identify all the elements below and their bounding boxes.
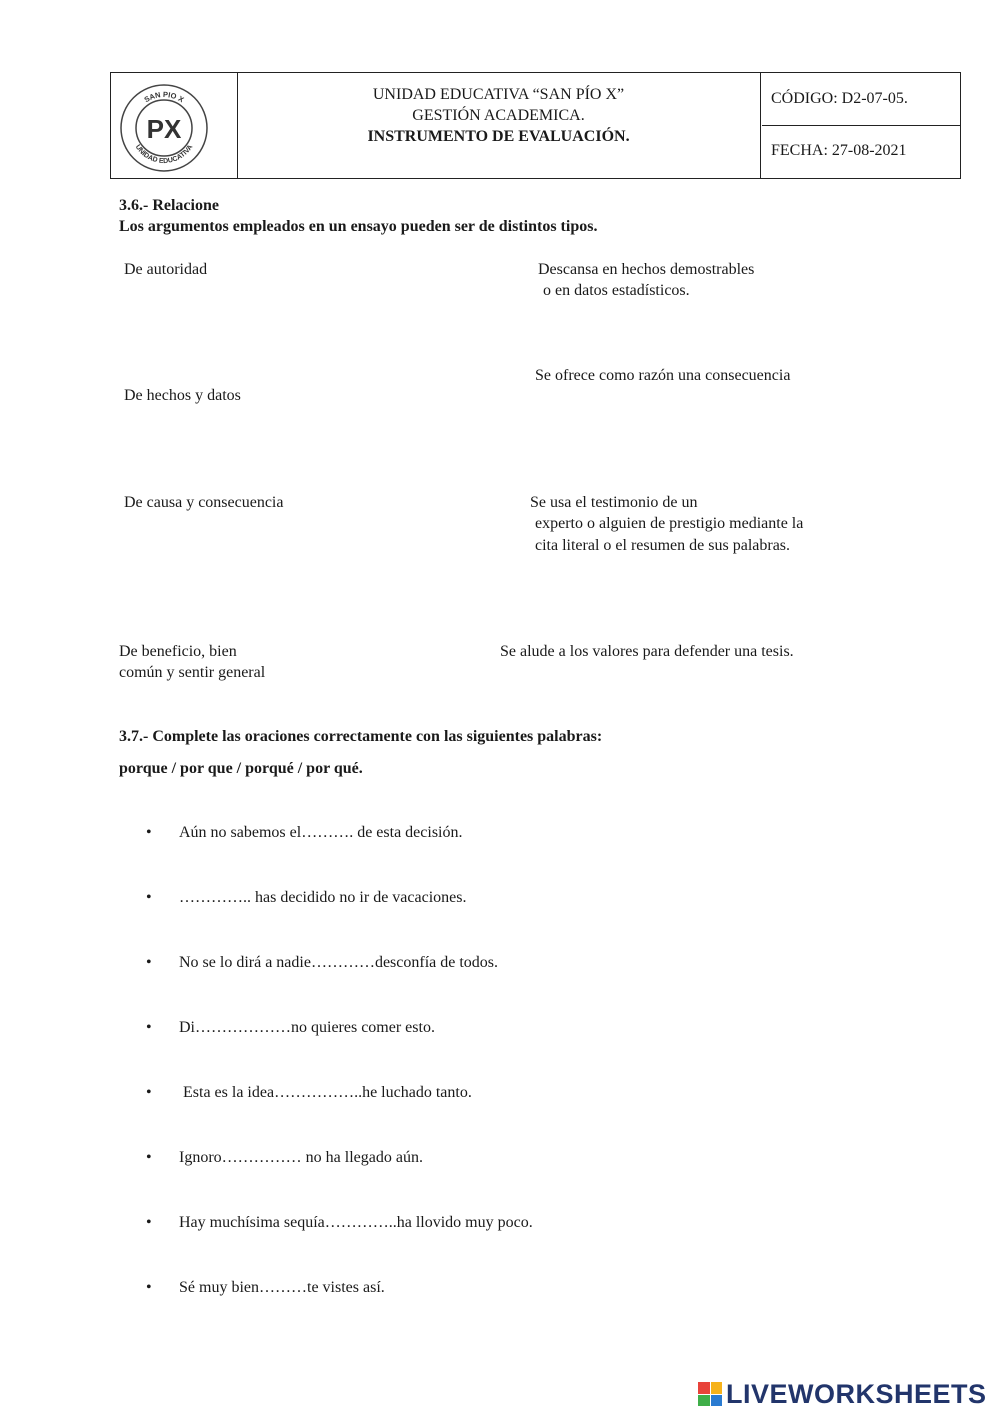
document-code: CÓDIGO: D2-07-05. [762, 73, 960, 126]
sentence-item[interactable]: Di………………no quieres comer esto. [179, 1019, 435, 1036]
department-name: GESTIÓN ACADEMICA. [412, 107, 585, 124]
bullet-glyph: • [146, 1019, 152, 1036]
bullet-glyph: • [146, 889, 152, 906]
document-date: FECHA: 27-08-2021 [771, 142, 907, 159]
section-37-heading: 3.7.- Complete las oraciones correctamente con las siguientes palabras: [119, 728, 603, 745]
right-item-facts-line1[interactable]: Descansa en hechos demostrables [538, 261, 755, 278]
left-item-facts-data[interactable]: De hechos y datos [124, 387, 241, 404]
sentence-item[interactable]: ………….. has decidido no ir de vacaciones. [179, 889, 467, 906]
bullet-glyph: • [146, 824, 152, 841]
svg-text:SAN PIO X [143, 90, 186, 104]
seal-top-text: SAN PIO X [142, 89, 186, 105]
section-36-instruction: Los argumentos empleados en un ensayo pueden ser de distintos tipos. [119, 218, 598, 235]
left-item-authority[interactable]: De autoridad [124, 261, 208, 278]
left-item-cause-consequence[interactable]: De causa y consecuencia [124, 494, 284, 511]
brand-text: LIVEWORKSHEETS [726, 1378, 987, 1409]
seal-bottom-text: UNIDAD EDUCATIVA [133, 143, 195, 166]
bullet-glyph: • [146, 1084, 152, 1101]
left-item-benefit-line1[interactable]: De beneficio, bien [119, 643, 237, 660]
right-item-testimony-line2[interactable]: experto o alguien de prestigio mediante la [535, 515, 804, 532]
school-seal-logo [119, 83, 209, 173]
document-header [110, 72, 961, 179]
bullet-glyph: • [146, 1214, 152, 1231]
right-item-testimony-line1[interactable]: Se usa el testimonio de un [530, 494, 698, 511]
section-36-heading: 3.6.- Relacione [119, 197, 219, 214]
right-item-facts-line2[interactable]: o en datos estadísticos. [543, 282, 690, 299]
sentence-item[interactable]: Hay muchísima sequía…………..ha llovido muy poco. [179, 1214, 533, 1231]
section-37-options: porque / por que / porqué / por qué. [119, 760, 363, 777]
logo-cell [111, 73, 238, 178]
document-type: INSTRUMENTO DE EVALUACIÓN. [367, 128, 630, 145]
right-item-values[interactable]: Se alude a los valores para defender una tesis. [500, 643, 794, 660]
bullet-glyph: • [146, 1279, 152, 1296]
right-item-testimony-line3[interactable]: cita literal o el resumen de sus palabras. [535, 537, 791, 554]
liveworksheets-logo-icon [698, 1382, 722, 1406]
seal-monogram: PX [146, 114, 182, 144]
liveworksheets-brand [698, 1378, 987, 1410]
bullet-glyph: • [146, 954, 152, 971]
sentence-item[interactable]: Esta es la idea……………..he luchado tanto. [179, 1084, 472, 1101]
right-item-consequence[interactable]: Se ofrece como razón una consecuencia [535, 367, 791, 384]
bullet-glyph: • [146, 1149, 152, 1166]
left-item-benefit-line2[interactable]: común y sentir general [119, 664, 266, 681]
sentence-item[interactable]: Sé muy bien………te vistes así. [179, 1279, 385, 1296]
institution-name: UNIDAD EDUCATIVA “SAN PÍO X” [372, 86, 625, 103]
sentence-item[interactable]: Aún no sabemos el………. de esta decisión. [179, 824, 463, 841]
title-cell [237, 73, 761, 178]
sentence-item[interactable]: No se lo dirá a nadie…………desconfía de todos. [179, 954, 499, 971]
sentence-item[interactable]: Ignoro…………… no ha llegado aún. [179, 1149, 423, 1166]
